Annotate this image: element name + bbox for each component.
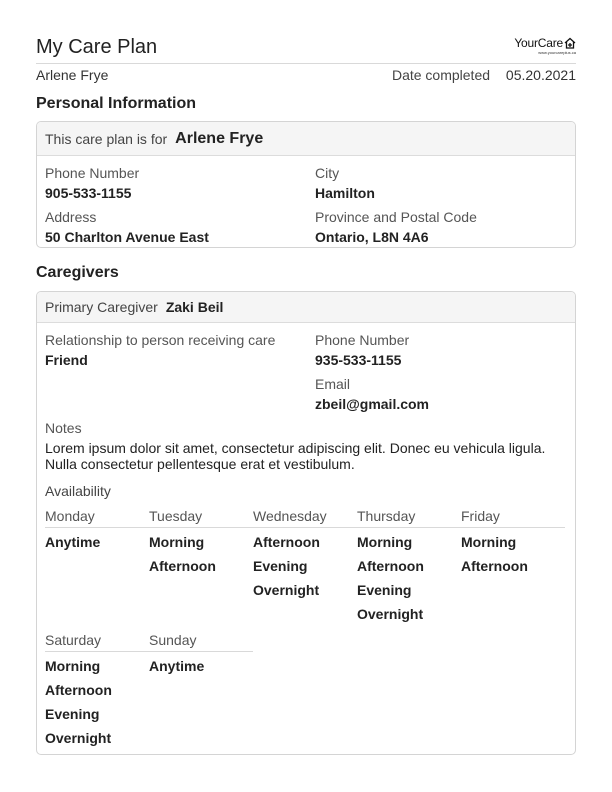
caregiver-email-label: Email bbox=[315, 376, 351, 392]
phone-value: 905-533-1155 bbox=[45, 185, 132, 201]
notes-text bbox=[45, 440, 565, 472]
caregiver-phone-field bbox=[315, 331, 409, 369]
person-name: Arlene Frye bbox=[36, 67, 109, 83]
personal-info-card bbox=[36, 121, 576, 248]
province-value: Ontario, L8N 4A6 bbox=[315, 229, 429, 245]
page-header bbox=[36, 34, 576, 60]
day-name: Tuesday bbox=[149, 507, 253, 528]
time-slot: Evening bbox=[357, 582, 412, 598]
care-plan-for-label: This care plan is for bbox=[45, 130, 168, 147]
time-slot: Afternoon bbox=[461, 558, 528, 574]
time-slot: Morning bbox=[461, 534, 517, 550]
caregiver-email-field bbox=[315, 375, 429, 413]
date-completed-value: 05.20.2021 bbox=[505, 67, 576, 83]
time-slot: Afternoon bbox=[357, 558, 424, 574]
day-friday bbox=[461, 507, 565, 578]
day-wednesday bbox=[253, 507, 357, 602]
phone-label: Phone Number bbox=[45, 165, 140, 181]
day-name: Sunday bbox=[149, 631, 253, 652]
phone-field bbox=[45, 164, 139, 202]
time-slot: Morning bbox=[149, 534, 205, 550]
city-field bbox=[315, 164, 375, 202]
availability-label: Availability bbox=[45, 483, 111, 499]
relationship-label: Relationship to person receiving care bbox=[45, 332, 276, 348]
logo-url: www.yourcareplus.ca bbox=[538, 50, 576, 55]
time-slot: Afternoon bbox=[45, 682, 112, 698]
personal-info-card-header bbox=[37, 122, 575, 156]
province-field bbox=[315, 208, 477, 246]
time-slot: Morning bbox=[45, 658, 101, 674]
address-field bbox=[45, 208, 209, 246]
day-saturday bbox=[45, 631, 149, 750]
city-value: Hamilton bbox=[315, 185, 375, 201]
caregiver-phone-value: 935-533-1155 bbox=[315, 352, 402, 368]
time-slot: Overnight bbox=[253, 582, 320, 598]
personal-info-heading: Personal Information bbox=[36, 95, 197, 112]
day-monday bbox=[45, 507, 149, 554]
relationship-value: Friend bbox=[45, 352, 88, 368]
caregiver-phone-label: Phone Number bbox=[315, 332, 410, 348]
house-plus-icon bbox=[564, 37, 576, 49]
caregiver-card bbox=[36, 291, 576, 755]
header-subline bbox=[36, 67, 576, 83]
day-name: Thursday bbox=[357, 507, 461, 528]
time-slot: Evening bbox=[253, 558, 308, 574]
time-slot: Anytime bbox=[45, 534, 101, 550]
day-sunday bbox=[149, 631, 253, 678]
header-divider bbox=[36, 63, 576, 64]
primary-caregiver-name: Zaki Beil bbox=[165, 299, 224, 315]
province-label: Province and Postal Code bbox=[315, 209, 477, 225]
city-label: City bbox=[315, 165, 340, 181]
brand-logo bbox=[514, 36, 576, 55]
time-slot: Evening bbox=[45, 706, 100, 722]
day-name: Saturday bbox=[45, 631, 149, 652]
notes-line: Lorem ipsum dolor sit amet, consectetur adipiscing elit. Donec eu vehicula ligula. bbox=[45, 440, 546, 456]
time-slot: Morning bbox=[357, 534, 413, 550]
address-value: 50 Charlton Avenue East bbox=[45, 229, 209, 245]
time-slot: Overnight bbox=[45, 730, 112, 746]
date-completed bbox=[392, 67, 576, 83]
day-name: Friday bbox=[461, 507, 565, 528]
day-tuesday bbox=[149, 507, 253, 578]
logo-text: YourCare bbox=[514, 36, 563, 50]
time-slot: Afternoon bbox=[253, 534, 320, 550]
notes-field bbox=[45, 419, 82, 437]
primary-caregiver-label: Primary Caregiver bbox=[45, 299, 158, 315]
time-slot: Afternoon bbox=[149, 558, 216, 574]
date-completed-label: Date completed bbox=[391, 67, 491, 83]
notes-line: Nulla consectetur pellentesque erat et vestibulum. bbox=[45, 456, 355, 472]
time-slot: Anytime bbox=[149, 658, 205, 674]
caregiver-card-header bbox=[37, 292, 575, 323]
address-label: Address bbox=[45, 209, 97, 225]
notes-label: Notes bbox=[45, 420, 82, 436]
day-thursday bbox=[357, 507, 461, 626]
day-name: Wednesday bbox=[253, 507, 357, 528]
day-name: Monday bbox=[45, 507, 149, 528]
relationship-field bbox=[45, 331, 275, 369]
caregiver-email-value: zbeil@gmail.com bbox=[315, 396, 430, 412]
care-plan-for-name: Arlene Frye bbox=[175, 129, 264, 147]
page-title: My Care Plan bbox=[36, 36, 158, 58]
time-slot: Overnight bbox=[357, 606, 424, 622]
caregivers-heading: Caregivers bbox=[36, 264, 119, 281]
